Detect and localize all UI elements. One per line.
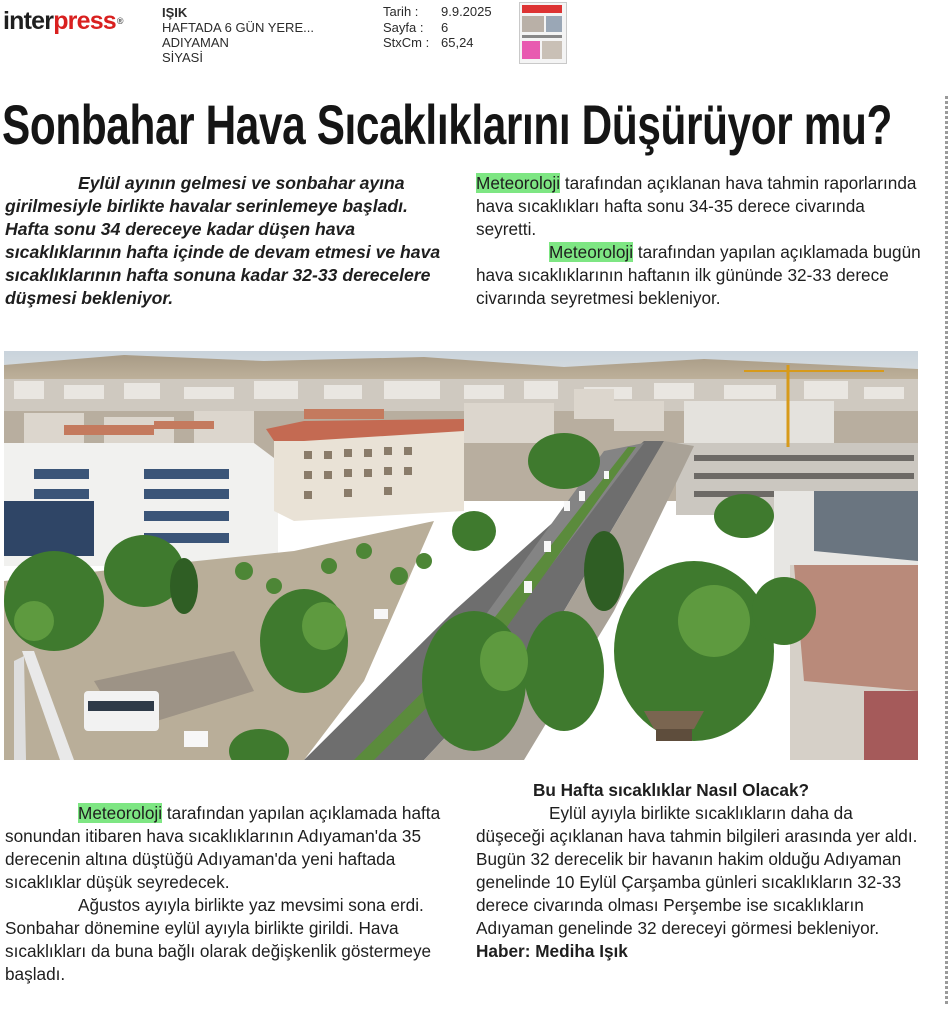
lead-paragraph (5, 172, 445, 310)
article-column-2 (476, 172, 926, 310)
logo-accent-text: press (53, 7, 116, 35)
date-label: Tarih : (383, 4, 419, 19)
logo-text: inter (3, 7, 54, 35)
lead-text: Eylül ayının gelmesi ve sonbahar ayına girilmesiyle birlikte havalar serinlemeye başladı. Hafta sonu 34 dereceye kadar düşen hava sıcaklıklarının hafta içinde de devam etmesi ve hava sıcaklıklarının hafta sonuna kadar 32-33 derecelere düşmesi bekleniyor. (5, 173, 441, 308)
col4-p1-text: Eylül ayıyla birlikte sıcaklıkların daha da düşeceği açıklanan hava tahmin bilgileri arasında yer aldı. Bugün 32 derecelik bir havanın hakim olduğu Adıyaman genelinde 10 Eylül Çarşamba günleri sıcaklıkların 32-33 derece civarında olması Perşembe ise sıcaklıkların Adıyaman genelinde 32 dereceyi görmesi bekleniyor. (476, 803, 918, 938)
thumb-photo-1 (522, 16, 544, 32)
thumb-photo-3 (542, 41, 562, 59)
aerial-city-photo (4, 351, 918, 760)
date-row (383, 4, 492, 20)
article-photo (4, 351, 918, 760)
col3-p1-text: tarafından yapılan açıklamada hafta sonundan itibaren hava sıcaklıklarının Adıyaman'da 35 derecenin altına düştüğü Adıyaman'da yeni haftada sıcaklıklar düşük seyredecek. (5, 803, 441, 892)
page-value: 6 (441, 19, 449, 35)
col4-paragraph-1 (476, 802, 926, 963)
thumb-textline (522, 35, 562, 38)
article-column-4 (476, 779, 926, 963)
publication-category: SİYASİ (162, 50, 203, 65)
page-row (383, 20, 492, 36)
col2-p1-text: tarafından açıklanan hava tahmin raporlarında hava sıcaklıkları hafta sonu 34-35 derece civarında seyretti. (476, 173, 917, 239)
clipping-meta (383, 4, 492, 51)
col3-paragraph-1 (5, 802, 455, 894)
thumb-ad-block (522, 41, 540, 59)
stxcm-label: StxCm : (383, 35, 430, 50)
publication-name: IŞIK (162, 5, 188, 20)
stxcm-row (383, 35, 492, 51)
article-column-3 (5, 802, 455, 986)
article-byline: Haber: Mediha Işık (476, 941, 628, 961)
publication-region: ADIYAMAN (162, 35, 229, 50)
section-subheading: Bu Hafta sıcaklıklar Nasıl Olacak? (532, 780, 810, 800)
stxcm-value: 65,24 (441, 35, 474, 50)
thumb-masthead (522, 5, 562, 13)
thumb-photo-2 (546, 16, 562, 32)
publication-info (162, 5, 314, 65)
registered-mark: ® (116, 16, 123, 26)
interpress-logo (3, 8, 123, 34)
highlighted-term: Meteoroloji (78, 803, 163, 823)
col3-p2-text: Ağustos ayıyla birlikte yaz mevsimi sona erdi. Sonbahar dönemine eylül ayıyla birlikte girildi. Hava sıcaklıkları da buna bağlı olarak değişkenlik göstermeye başladı. (5, 895, 432, 984)
article-headline: Sonbahar Hava Sıcaklıklarını Düşürüyor mu? (2, 93, 892, 156)
highlighted-term: Meteoroloji (549, 242, 634, 262)
date-value: 9.9.2025 (441, 4, 492, 19)
col2-p2-text: tarafından yapılan açıklamada bugün hava sıcaklıklarının haftanın ilk gününde 32-33 derece civarında seyretmesi bekleniyor. (476, 242, 921, 308)
col3-paragraph-2 (5, 894, 455, 986)
highlighted-term: Meteoroloji (476, 173, 561, 193)
article-lead (5, 172, 445, 310)
col2-paragraph-1 (476, 172, 926, 241)
col2-paragraph-2 (476, 241, 926, 310)
page-label: Sayfa : (383, 19, 424, 35)
publication-frequency: HAFTADA 6 GÜN YERE... (162, 20, 314, 35)
page-thumbnail[interactable] (519, 2, 567, 64)
page-edge-divider (945, 96, 948, 1004)
